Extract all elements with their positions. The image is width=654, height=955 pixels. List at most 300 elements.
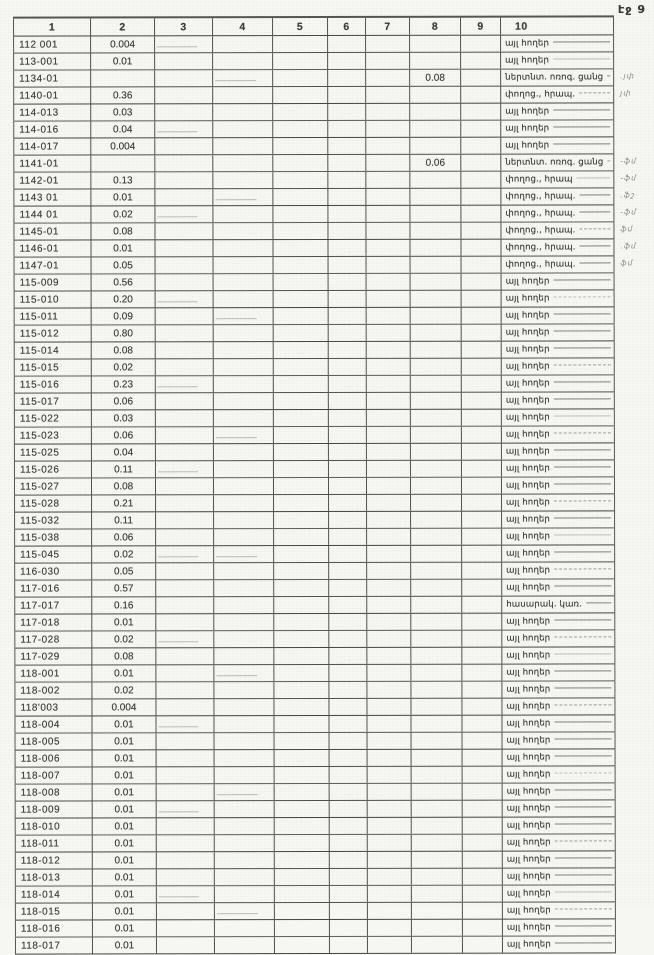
underline-stroke xyxy=(579,211,610,212)
column-header-6: 6 xyxy=(328,18,366,35)
empty-cell-7 xyxy=(366,87,410,103)
empty-cell-5 xyxy=(274,308,329,324)
land-type-cell xyxy=(502,426,615,442)
empty-cell-7 xyxy=(367,495,411,511)
parcel-code-cell: 118-014 xyxy=(15,886,93,902)
empty-cell-9 xyxy=(462,342,502,358)
empty-cell-9 xyxy=(463,835,503,851)
parcel-code-cell: 118-010 xyxy=(15,818,93,834)
empty-cell-6 xyxy=(329,444,367,460)
table-row xyxy=(14,562,615,580)
empty-cell-7 xyxy=(366,104,410,120)
parcel-code-cell: 1140-01 xyxy=(13,87,91,103)
land-type-cell xyxy=(502,528,615,544)
land-type-label: այլ հողեր xyxy=(505,123,550,134)
underline-stroke xyxy=(554,670,611,671)
table-row xyxy=(13,120,614,138)
table-row xyxy=(15,919,616,937)
empty-cell-7 xyxy=(367,699,411,715)
area-value-col8-cell xyxy=(412,750,463,766)
empty-cell-4 xyxy=(215,886,275,902)
empty-cell-3 xyxy=(156,461,214,477)
land-type-cell xyxy=(502,613,615,629)
empty-cell-9 xyxy=(462,495,502,511)
empty-cell-4 xyxy=(215,801,275,817)
land-type-label: այլ հողեր xyxy=(506,616,551,627)
land-type-cell xyxy=(502,664,615,680)
empty-cell-6 xyxy=(330,869,368,885)
empty-cell-3 xyxy=(156,308,214,324)
land-type-cell xyxy=(503,749,616,765)
land-type-cell xyxy=(501,239,614,255)
land-type-label: այլ հողեր xyxy=(506,803,551,814)
empty-cell-7 xyxy=(366,172,410,188)
underline-stroke xyxy=(554,449,611,450)
empty-cell-4 xyxy=(215,852,275,868)
empty-cell-4 xyxy=(213,70,273,86)
empty-cell-7 xyxy=(367,325,411,341)
empty-cell-9 xyxy=(462,393,502,409)
empty-cell-4 xyxy=(213,138,273,154)
parcel-code-cell: 112 001 xyxy=(13,36,91,52)
table-row xyxy=(15,766,616,784)
empty-cell-3 xyxy=(156,563,214,579)
underline-stroke xyxy=(554,636,611,637)
empty-cell-3 xyxy=(155,87,213,103)
area-value-cell: 0.01 xyxy=(93,835,157,851)
underline-stroke xyxy=(554,364,611,365)
empty-cell-3 xyxy=(156,512,214,528)
empty-cell-4 xyxy=(214,648,274,664)
area-value-col8-cell xyxy=(411,682,462,698)
land-type-label: այլ հողեր xyxy=(505,276,550,287)
land-type-cell xyxy=(502,630,615,646)
empty-cell-6 xyxy=(329,342,367,358)
empty-cell-7 xyxy=(367,359,411,375)
area-value-col8-cell xyxy=(411,631,462,647)
table-row xyxy=(14,528,615,546)
empty-cell-6 xyxy=(329,478,367,494)
area-value-cell: 0.01 xyxy=(93,750,157,766)
empty-cell-5 xyxy=(273,206,328,222)
area-value-col8-cell xyxy=(411,665,462,681)
column-header-3: 3 xyxy=(155,18,213,35)
area-value-col8-cell xyxy=(411,308,462,324)
parcel-code-cell: 117-017 xyxy=(14,597,92,613)
land-type-label: այլ հողեր xyxy=(506,922,551,933)
area-value-col8-cell xyxy=(412,903,463,919)
margin-handwritten-mark: .ֆշ xyxy=(620,190,636,200)
land-type-label: այլ հողեր xyxy=(506,837,551,848)
empty-cell-9 xyxy=(463,920,503,936)
table-row xyxy=(15,868,616,886)
empty-cell-4 xyxy=(214,682,274,698)
empty-cell-9 xyxy=(461,36,501,52)
empty-cell-3 xyxy=(156,291,214,307)
land-type-label: այլ հողեր xyxy=(506,871,551,882)
area-value-cell: 0.08 xyxy=(92,342,156,358)
empty-cell-9 xyxy=(462,665,502,681)
empty-cell-9 xyxy=(461,87,501,103)
area-value-col8-cell xyxy=(411,393,462,409)
empty-cell-3 xyxy=(157,733,215,749)
empty-cell-6 xyxy=(328,104,366,120)
empty-cell-3 xyxy=(157,886,215,902)
underline-stroke xyxy=(554,415,611,416)
area-value-cell: 0.36 xyxy=(91,87,155,103)
land-type-cell xyxy=(502,579,615,595)
empty-cell-5 xyxy=(274,410,329,426)
empty-cell-4 xyxy=(214,495,274,511)
table-row xyxy=(14,511,615,529)
empty-cell-4 xyxy=(215,784,275,800)
parcel-code-cell: 118'003 xyxy=(14,699,92,715)
empty-cell-7 xyxy=(368,818,412,834)
parcel-code-cell: 115-009 xyxy=(14,274,92,290)
empty-cell-6 xyxy=(329,291,367,307)
table-row xyxy=(13,171,637,189)
area-value-cell: 0.01 xyxy=(93,818,157,834)
empty-cell-7 xyxy=(366,138,410,154)
empty-cell-6 xyxy=(330,750,368,766)
column-header-1: 1 xyxy=(13,18,91,35)
parcel-code-cell: 117-018 xyxy=(14,614,92,630)
land-type-cell xyxy=(502,375,615,391)
area-value-cell: 0.01 xyxy=(92,665,156,681)
table-row xyxy=(13,222,634,240)
empty-cell-5 xyxy=(275,818,330,834)
empty-cell-3 xyxy=(157,869,215,885)
underline-stroke xyxy=(577,177,611,178)
table-row xyxy=(14,647,615,665)
parcel-code-cell: 115-045 xyxy=(14,546,92,562)
land-type-cell xyxy=(502,443,615,459)
land-type-cell xyxy=(503,783,616,799)
empty-cell-9 xyxy=(462,546,502,562)
land-type-label: այլ հողեր xyxy=(506,820,551,831)
area-value-cell: 0.06 xyxy=(92,393,156,409)
area-value-cell: 0.01 xyxy=(92,716,156,732)
table-row xyxy=(14,681,615,699)
empty-cell-4 xyxy=(213,104,273,120)
area-value-col8-cell xyxy=(410,53,461,69)
land-type-label: այլ հողեր xyxy=(506,786,551,797)
land-type-cell xyxy=(502,307,615,323)
margin-handwritten-mark: .ֆմ xyxy=(620,241,637,251)
area-value-col8-cell xyxy=(411,274,462,290)
empty-cell-4 xyxy=(213,206,273,222)
parcel-code-cell: 115-017 xyxy=(14,393,92,409)
land-type-cell xyxy=(502,460,615,476)
underline-stroke xyxy=(555,806,612,807)
underline-stroke xyxy=(554,432,611,433)
column-header-5: 5 xyxy=(273,18,328,35)
empty-cell-3 xyxy=(157,750,215,766)
underline-stroke xyxy=(554,483,611,484)
empty-cell-4 xyxy=(214,427,274,443)
underline-stroke xyxy=(554,755,611,756)
parcel-code-cell: 114-017 xyxy=(13,138,91,154)
empty-cell-6 xyxy=(330,886,368,902)
empty-cell-9 xyxy=(463,801,503,817)
empty-cell-3 xyxy=(155,36,213,52)
empty-cell-9 xyxy=(461,189,501,205)
empty-cell-5 xyxy=(273,53,328,69)
table-row xyxy=(15,834,616,852)
table-row xyxy=(14,443,615,461)
empty-cell-6 xyxy=(329,325,367,341)
land-type-cell xyxy=(503,800,616,816)
empty-cell-5 xyxy=(273,189,328,205)
empty-cell-3 xyxy=(155,138,213,154)
area-value-cell xyxy=(91,70,155,86)
column-header-4: 4 xyxy=(213,18,273,35)
empty-cell-4 xyxy=(213,121,273,137)
land-type-cell xyxy=(502,409,615,425)
empty-cell-9 xyxy=(462,325,502,341)
area-value-cell: 0.01 xyxy=(93,903,157,919)
parcel-code-cell: 1142-01 xyxy=(13,172,91,188)
table-row xyxy=(14,664,615,682)
area-value-cell: 0.05 xyxy=(92,563,156,579)
empty-cell-6 xyxy=(328,36,366,52)
empty-cell-7 xyxy=(368,886,412,902)
empty-cell-6 xyxy=(329,257,367,273)
land-type-label: այլ հողեր xyxy=(505,106,550,117)
empty-cell-3 xyxy=(156,342,214,358)
underline-stroke xyxy=(580,262,611,263)
empty-cell-6 xyxy=(330,835,368,851)
empty-cell-3 xyxy=(157,835,215,851)
empty-cell-4 xyxy=(213,223,273,239)
land-type-cell xyxy=(501,154,614,170)
empty-cell-5 xyxy=(274,546,329,562)
empty-cell-7 xyxy=(368,750,412,766)
area-value-col8-cell xyxy=(411,546,462,562)
area-value-col8-cell xyxy=(410,172,461,188)
area-value-cell: 0.01 xyxy=(93,920,157,936)
parcel-code-cell: 116-030 xyxy=(14,563,92,579)
empty-cell-5 xyxy=(274,597,329,613)
empty-cell-3 xyxy=(156,631,214,647)
empty-cell-7 xyxy=(367,393,411,409)
empty-cell-6 xyxy=(329,393,367,409)
parcel-code-cell: 114-013 xyxy=(13,104,91,120)
land-type-label: այլ հողեր xyxy=(506,752,551,763)
empty-cell-3 xyxy=(156,359,214,375)
parcel-code-cell: 115-022 xyxy=(14,410,92,426)
underline-stroke xyxy=(554,687,611,688)
empty-cell-7 xyxy=(367,410,411,426)
empty-cell-6 xyxy=(330,801,368,817)
empty-cell-4 xyxy=(214,257,274,273)
margin-handwritten-mark: .յփ xyxy=(620,71,635,81)
parcel-code-cell: 118-008 xyxy=(15,784,93,800)
empty-cell-9 xyxy=(462,699,502,715)
land-type-cell xyxy=(503,885,616,901)
land-type-label: այլ հողեր xyxy=(506,701,551,712)
empty-cell-6 xyxy=(330,767,368,783)
empty-cell-7 xyxy=(368,767,412,783)
empty-cell-7 xyxy=(366,155,410,171)
underline-stroke xyxy=(555,908,612,909)
table-row xyxy=(15,817,616,835)
empty-cell-9 xyxy=(462,597,502,613)
underline-stroke xyxy=(579,228,610,229)
area-value-col8-cell xyxy=(412,818,463,834)
parcel-code-cell: 117-016 xyxy=(14,580,92,596)
land-type-label: այլ հողեր xyxy=(506,497,550,508)
empty-cell-5 xyxy=(274,699,329,715)
land-type-cell xyxy=(501,137,614,153)
area-value-cell: 0.08 xyxy=(92,648,156,664)
empty-cell-5 xyxy=(274,274,329,290)
land-type-label: այլ հողեր xyxy=(505,310,550,321)
area-value-cell: 0.01 xyxy=(93,886,157,902)
empty-cell-3 xyxy=(155,70,213,86)
land-type-cell xyxy=(502,715,615,731)
area-value-cell: 0.01 xyxy=(93,767,157,783)
empty-cell-6 xyxy=(329,631,367,647)
empty-cell-5 xyxy=(274,563,329,579)
underline-stroke xyxy=(554,721,611,722)
empty-cell-9 xyxy=(462,274,502,290)
land-type-label: այլ հողեր xyxy=(505,463,550,474)
empty-cell-6 xyxy=(329,716,367,732)
table-row xyxy=(14,426,615,444)
empty-cell-7 xyxy=(368,852,412,868)
column-header-7: 7 xyxy=(366,18,410,35)
parcel-code-cell: 115-010 xyxy=(14,291,92,307)
empty-cell-3 xyxy=(156,444,214,460)
empty-cell-5 xyxy=(275,903,330,919)
table-row xyxy=(13,103,614,121)
empty-cell-4 xyxy=(215,920,275,936)
empty-cell-9 xyxy=(462,563,502,579)
land-type-label: այլ հողեր xyxy=(506,582,551,593)
underline-stroke xyxy=(554,738,611,739)
empty-cell-9 xyxy=(462,444,502,460)
empty-cell-6 xyxy=(330,903,368,919)
area-value-cell: 0.01 xyxy=(93,733,157,749)
land-type-label: այլ հողեր xyxy=(506,650,551,661)
area-value-col8-cell xyxy=(410,189,461,205)
empty-cell-3 xyxy=(156,665,214,681)
land-type-label: այլ հողեր xyxy=(506,565,551,576)
parcel-code-cell: 118-011 xyxy=(15,835,93,851)
empty-cell-4 xyxy=(213,172,273,188)
empty-cell-3 xyxy=(157,784,215,800)
empty-cell-6 xyxy=(328,53,366,69)
empty-cell-3 xyxy=(155,189,213,205)
empty-cell-5 xyxy=(275,784,330,800)
empty-cell-5 xyxy=(275,767,330,783)
land-type-cell xyxy=(503,902,616,918)
land-type-cell xyxy=(503,936,616,952)
land-type-cell xyxy=(501,222,614,238)
table-row xyxy=(14,579,615,597)
empty-cell-4 xyxy=(214,325,274,341)
area-value-col8-cell xyxy=(411,291,462,307)
empty-cell-3 xyxy=(156,614,214,630)
empty-cell-7 xyxy=(367,597,411,613)
area-value-col8-cell xyxy=(412,937,463,953)
empty-cell-7 xyxy=(367,461,411,477)
empty-cell-9 xyxy=(463,852,503,868)
table-row xyxy=(14,715,615,733)
underline-stroke xyxy=(554,517,611,518)
parcel-code-cell: 1143 01 xyxy=(13,189,91,205)
column-header-9: 9 xyxy=(461,18,501,35)
area-value-col8-cell: 0.08 xyxy=(410,70,461,86)
area-value-cell: 0.23 xyxy=(92,376,156,392)
area-value-cell: 0.01 xyxy=(91,189,155,205)
empty-cell-4 xyxy=(214,359,274,375)
underline-stroke xyxy=(555,772,612,773)
area-value-cell: 0.01 xyxy=(93,937,157,953)
empty-cell-5 xyxy=(274,325,329,341)
table-row xyxy=(15,732,616,750)
empty-cell-6 xyxy=(329,359,367,375)
empty-cell-7 xyxy=(367,376,411,392)
land-type-label: փողոց., հրապ. xyxy=(505,242,576,253)
parcel-code-cell: 118-017 xyxy=(15,937,93,953)
empty-cell-7 xyxy=(367,614,411,630)
empty-cell-5 xyxy=(274,478,329,494)
empty-cell-6 xyxy=(330,818,368,834)
area-value-col8-cell xyxy=(410,36,461,52)
parcel-code-cell: 114-016 xyxy=(13,121,91,137)
area-value-cell: 0.21 xyxy=(92,495,156,511)
empty-cell-6 xyxy=(330,937,368,953)
empty-cell-9 xyxy=(461,240,501,256)
empty-cell-5 xyxy=(274,716,329,732)
empty-cell-5 xyxy=(274,257,329,273)
area-value-col8-cell xyxy=(412,869,463,885)
area-value-cell: 0.13 xyxy=(91,172,155,188)
area-value-col8-cell xyxy=(412,784,463,800)
underline-stroke xyxy=(554,500,611,501)
land-type-label: այլ հողեր xyxy=(505,293,550,304)
area-value-col8-cell xyxy=(411,699,462,715)
parcel-code-cell: 115-027 xyxy=(14,478,92,494)
area-value-col8-cell xyxy=(411,580,462,596)
table-row xyxy=(13,205,637,223)
empty-cell-9 xyxy=(462,291,502,307)
table-row xyxy=(14,596,615,614)
area-value-col8-cell xyxy=(410,206,461,222)
area-value-col8-cell xyxy=(411,478,462,494)
empty-cell-4 xyxy=(214,461,274,477)
empty-cell-9 xyxy=(463,937,503,953)
underline-stroke xyxy=(607,75,610,76)
empty-cell-5 xyxy=(274,529,329,545)
land-type-cell xyxy=(501,103,614,119)
empty-cell-6 xyxy=(329,665,367,681)
empty-cell-7 xyxy=(367,631,411,647)
parcel-code-cell: 118-016 xyxy=(15,920,93,936)
empty-cell-4 xyxy=(214,410,274,426)
area-value-cell: 0.02 xyxy=(92,359,156,375)
area-value-col8-cell xyxy=(412,835,463,851)
land-type-cell xyxy=(502,290,615,306)
table-row xyxy=(13,137,614,155)
area-value-col8-cell xyxy=(411,342,462,358)
empty-cell-7 xyxy=(367,682,411,698)
empty-cell-7 xyxy=(368,903,412,919)
empty-cell-4 xyxy=(213,36,273,52)
margin-handwritten-mark: յփ xyxy=(620,88,632,98)
